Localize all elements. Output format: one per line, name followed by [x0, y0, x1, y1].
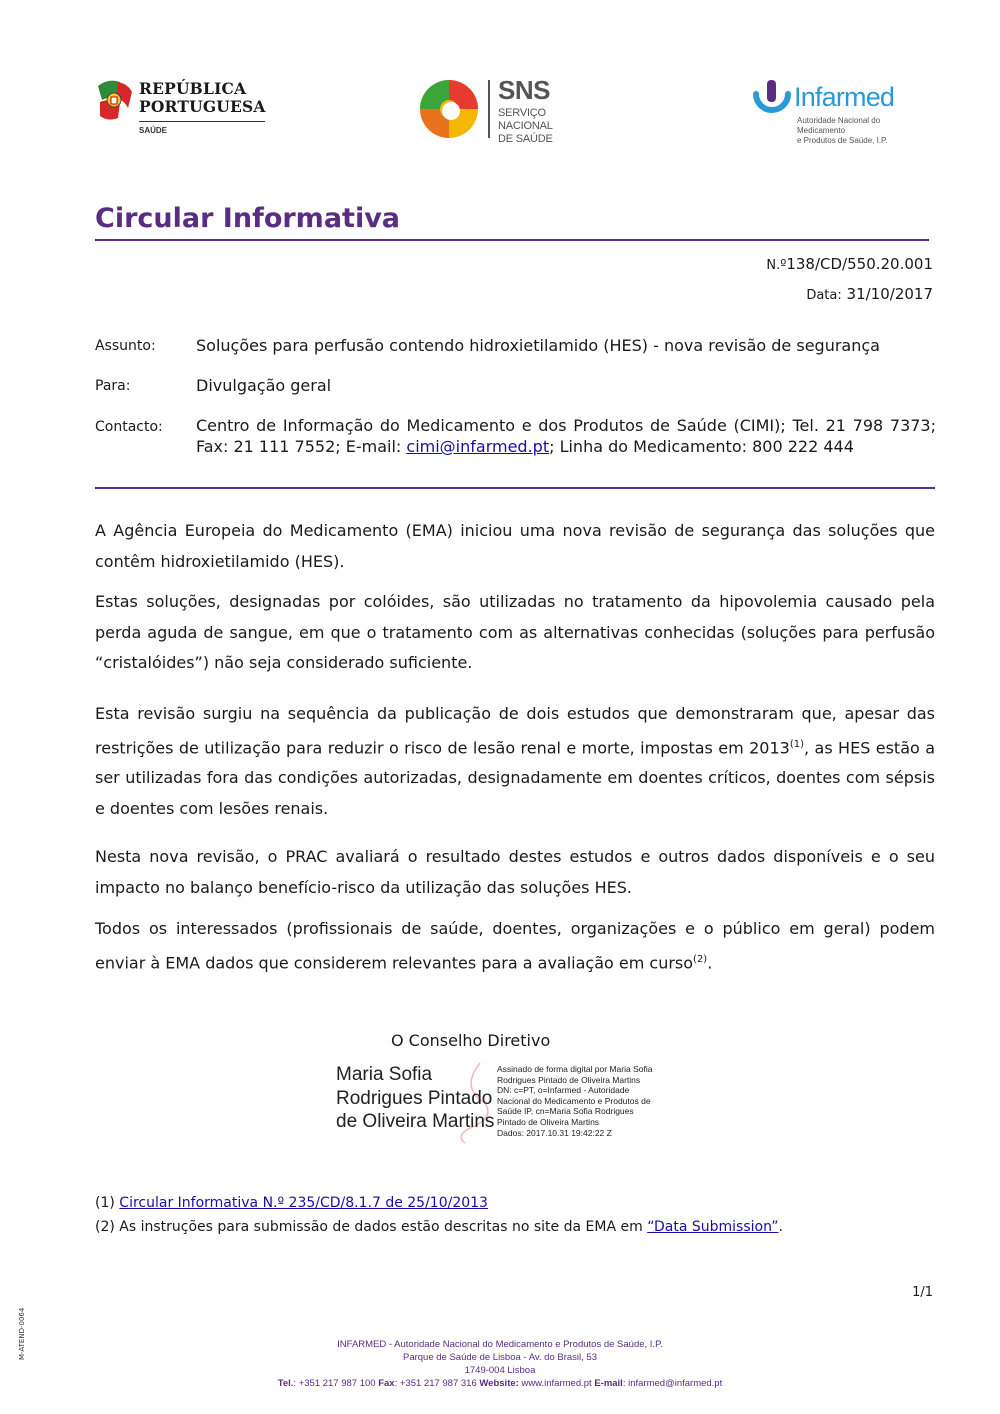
sns-logo — [418, 75, 598, 145]
title-divider — [95, 239, 929, 241]
sns-full-name: SERVIÇO NACIONAL DE SAÚDE — [498, 107, 553, 145]
footnote-2: (2) As instruções para submissão de dados estão descritas no site da EMA em “Data Submission”. — [95, 1219, 783, 1235]
signatory-name: Maria Sofia Rodrigues Pintado de Oliveira Martins — [336, 1064, 495, 1132]
infarmed-logo — [750, 78, 930, 144]
circular-number: N.º138/CD/550.20.001 — [766, 255, 933, 273]
footer-address: Parque de Saúde de Lisboa - Av. do Brasil, 53 — [402, 1352, 597, 1363]
page-number: 1/1 — [912, 1285, 933, 1300]
circular-date: Data: 31/10/2017 — [806, 285, 933, 303]
contacto-label: Contacto: — [95, 419, 163, 435]
saude-label: SAÚDE — [139, 126, 168, 135]
signature-heading: O Conselho Diretivo — [391, 1031, 551, 1050]
assunto-value: Soluções para perfusão contendo hidroxietilamido (HES) - nova revisão de segurança — [196, 336, 880, 355]
digital-signature-details: Assinado de forma digital por Maria Sofia Rodrigues Pintado de Oliveira Martins DN: c=PT, o=Infarmed - Autoridade Nacional do Medicamento e Produtos de Saúde IP, cn=Maria Sofia Rodrigues Pintado de Oliveira Martins Dados: 2017.10.31 19:42:22 Z — [497, 1064, 653, 1138]
document-title: Circular Informativa — [95, 203, 401, 234]
footer-org: INFARMED - Autoridade Nacional do Medicamento e Produtos de Saúde, I.P. — [337, 1339, 663, 1350]
cimi-email-link[interactable]: cimi@infarmed.pt — [406, 437, 550, 456]
paragraph-3: Esta revisão surgiu na sequência da publicação de dois estudos que demonstraram que, apesar das restrições de utilização para reduzir o risco de lesão renal e morte, impostas em 2013$^{(1)}$, as HES estão a ser utilizadas fora das condições autorizadas, designadamente em doentes críticos, doentes com sépsis e doentes com lesões renais. — [95, 704, 936, 818]
assunto-label: Assunto: — [95, 338, 156, 354]
footer-city: 1749-004 Lisboa — [464, 1365, 536, 1376]
sns-symbol-icon — [418, 78, 480, 140]
para-value: Divulgação geral — [196, 376, 332, 395]
infarmed-tagline: Autoridade Nacional do Medicamento e Produtos de Saúde, I.P. — [797, 116, 888, 145]
paragraph-1: A Agência Europeia do Medicamento (EMA) iniciou uma nova revisão de segurança das soluções que contêm hidroxietilamido (HES). — [95, 521, 935, 571]
footer-contacts: Tel.: +351 217 987 100 Fax: +351 217 987 316 Website: www.infarmed.pt E-mail: infarmed@infarmed.pt — [277, 1378, 723, 1389]
republica-text: REPÚBLICA PORTUGUESA — [139, 79, 266, 116]
republica-portuguesa-logo — [94, 78, 274, 140]
circular-235-link[interactable]: Circular Informativa N.º 235/CD/8.1.7 de 25/10/2013 — [119, 1195, 488, 1211]
side-form-code: M-ATEND-0064 — [18, 1307, 26, 1360]
infarmed-symbol-icon — [750, 78, 794, 122]
data-submission-link[interactable]: “Data Submission” — [647, 1219, 779, 1235]
portugal-emblem-icon — [94, 78, 134, 122]
sns-acronym: SNS — [498, 75, 550, 105]
header-divider — [95, 487, 935, 489]
footnote-1: (1) Circular Informativa N.º 235/CD/8.1.7 de 25/10/2013 — [95, 1195, 488, 1211]
infarmed-name: Infarmed — [794, 82, 895, 112]
contacto-value: Centro de Informação do Medicamento e dos Produtos de Saúde (CIMI); Tel. 21 798 7373; Fax: 21 111 7552; E-mail: cimi@infarmed.pt; Linha do Medicamento: 800 222 444 — [196, 416, 936, 456]
paragraph-2: Estas soluções, designadas por colóides, são utilizadas no tratamento da hipovolemia causado pela perda aguda de sangue, em que o tratamento com as alternativas conhecidas (soluções para perfusão “cristalóides”) não seja considerado suficiente. — [95, 592, 935, 672]
paragraph-4: Nesta nova revisão, o PRAC avaliará o resultado destes estudos e outros dados disponíveis e o seu impacto no balanço benefício-risco da utilização das soluções HES. — [95, 847, 935, 897]
paragraph-5: Todos os interessados (profissionais de saúde, doentes, organizações e o público em geral) podem enviar à EMA dados que considerem relevantes para a avaliação em curso$^{(2)}$. — [95, 919, 935, 972]
para-label: Para: — [95, 378, 131, 394]
